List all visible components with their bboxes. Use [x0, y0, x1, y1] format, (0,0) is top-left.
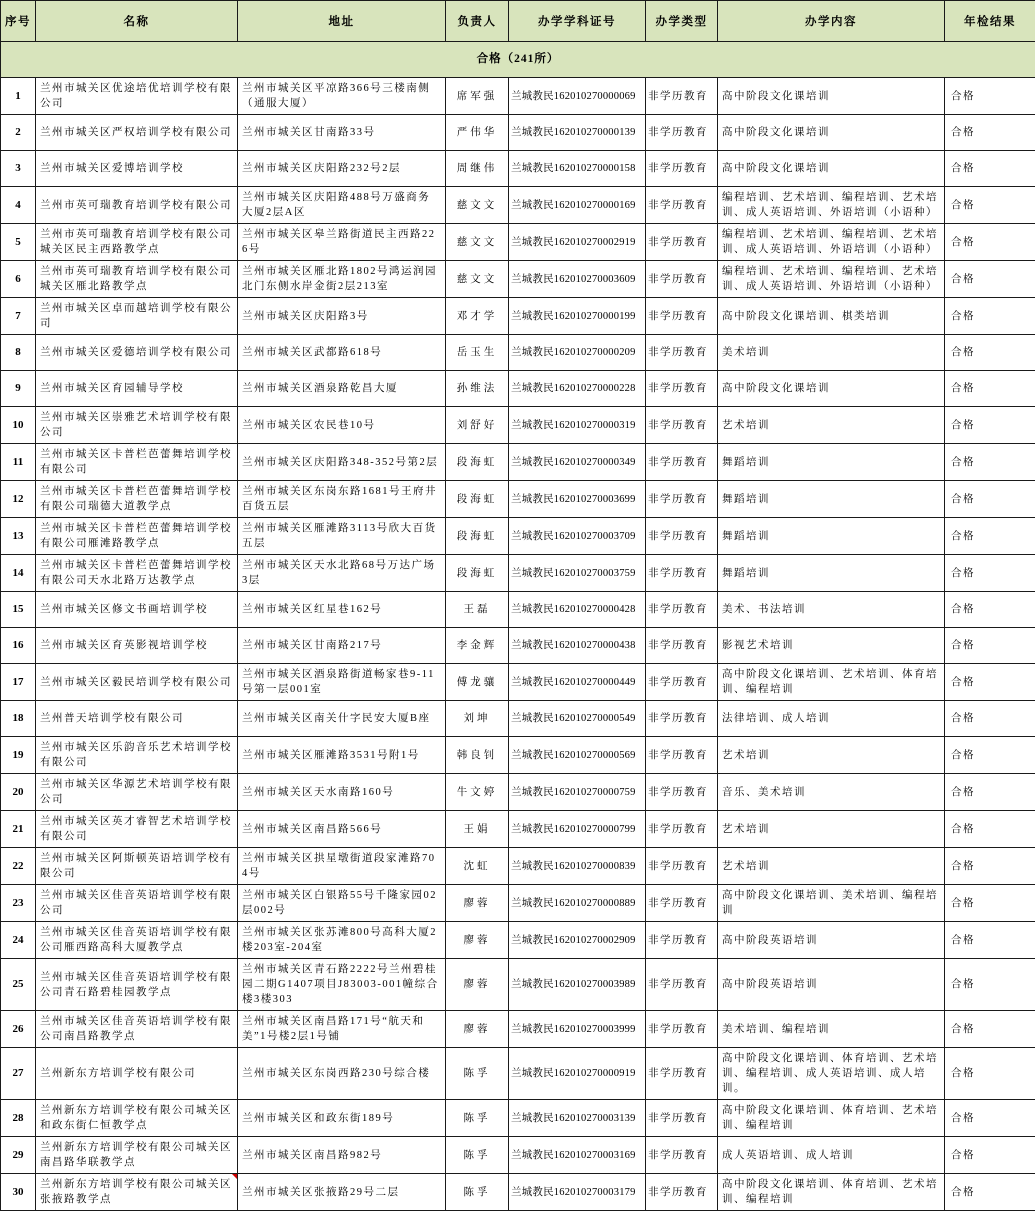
table-row [1, 1048, 1035, 1100]
cell-name[interactable]: 兰州市城关区毅民培训学校有限公司 [36, 664, 238, 701]
cell-address[interactable]: 兰州市城关区拱星墩街道段家滩路704号 [238, 848, 446, 885]
cell-no[interactable]: 11 [1, 444, 36, 481]
cell-result[interactable]: 合格 [945, 1011, 1035, 1048]
cell-name[interactable]: 兰州市城关区修文书画培训学校 [36, 592, 238, 628]
cell-person[interactable]: 陈孚 [446, 1174, 509, 1211]
cell-person[interactable]: 段海虹 [446, 481, 509, 518]
cell-name[interactable]: 兰州普天培训学校有限公司 [36, 701, 238, 737]
section-title: 合格（241所） [1, 42, 1035, 78]
cell-license[interactable]: 兰城教民162010270000569 [509, 737, 646, 774]
cell-name[interactable]: 兰州新东方培训学校有限公司 [36, 1048, 238, 1100]
cell-person[interactable]: 牛文婷 [446, 774, 509, 811]
cell-result[interactable]: 合格 [945, 407, 1035, 444]
cell-content[interactable]: 高中阶段文化课培训 [718, 151, 945, 187]
cell-no[interactable]: 22 [1, 848, 36, 885]
cell-type[interactable]: 非学历教育 [646, 115, 718, 151]
cell-result[interactable]: 合格 [945, 701, 1035, 737]
cell-person[interactable]: 王磊 [446, 592, 509, 628]
cell-license[interactable]: 兰城教民162010270000139 [509, 115, 646, 151]
cell-content[interactable]: 高中阶段英语培训 [718, 959, 945, 1011]
cell-person[interactable]: 慈文文 [446, 224, 509, 261]
cell-address[interactable]: 兰州市城关区东岗西路230号综合楼 [238, 1048, 446, 1100]
cell-name[interactable]: 兰州市城关区优途培优培训学校有限公司 [36, 78, 238, 115]
cell-no[interactable]: 17 [1, 664, 36, 701]
cell-type[interactable]: 非学历教育 [646, 444, 718, 481]
cell-content[interactable]: 高中阶段文化课培训、体育培训、艺术培训、编程培训 [718, 1100, 945, 1137]
cell-no[interactable]: 27 [1, 1048, 36, 1100]
cell-license[interactable]: 兰城教民162010270000919 [509, 1048, 646, 1100]
cell-license[interactable]: 兰城教民162010270003139 [509, 1100, 646, 1137]
cell-result[interactable]: 合格 [945, 959, 1035, 1011]
table-row [1, 481, 1035, 518]
cell-content[interactable]: 高中阶段文化课培训 [718, 115, 945, 151]
cell-result[interactable]: 合格 [945, 555, 1035, 592]
cell-address[interactable]: 兰州市城关区雁滩路3113号欣大百货五层 [238, 518, 446, 555]
cell-name[interactable]: 兰州市城关区卓而越培训学校有限公司 [36, 298, 238, 335]
cell-person[interactable]: 廖蓉 [446, 922, 509, 959]
cell-license[interactable]: 兰城教民162010270000759 [509, 774, 646, 811]
table-body [1, 42, 1035, 1211]
table-row [1, 407, 1035, 444]
cell-type[interactable]: 非学历教育 [646, 811, 718, 848]
cell-address[interactable]: 兰州市城关区南昌路566号 [238, 811, 446, 848]
cell-type[interactable]: 非学历教育 [646, 848, 718, 885]
col-header-address[interactable]: 地址 [238, 1, 446, 42]
cell-result[interactable]: 合格 [945, 885, 1035, 922]
cell-result[interactable]: 合格 [945, 848, 1035, 885]
cell-type[interactable]: 非学历教育 [646, 1011, 718, 1048]
table-row [1, 298, 1035, 335]
cell-type[interactable]: 非学历教育 [646, 371, 718, 407]
cell-person[interactable]: 段海虹 [446, 555, 509, 592]
cell-license[interactable]: 兰城教民162010270000319 [509, 407, 646, 444]
cell-person[interactable]: 陈孚 [446, 1048, 509, 1100]
cell-type[interactable]: 非学历教育 [646, 737, 718, 774]
cell-type[interactable]: 非学历教育 [646, 151, 718, 187]
cell-no[interactable]: 30 [1, 1174, 36, 1211]
cell-license[interactable]: 兰城教民162010270003999 [509, 1011, 646, 1048]
cell-name[interactable]: 兰州市城关区佳音英语培训学校有限公司青石路碧桂园教学点 [36, 959, 238, 1011]
cell-no[interactable]: 21 [1, 811, 36, 848]
cell-license[interactable]: 兰城教民162010270000839 [509, 848, 646, 885]
cell-content[interactable]: 美术培训 [718, 335, 945, 371]
cell-type[interactable]: 非学历教育 [646, 407, 718, 444]
cell-type[interactable]: 非学历教育 [646, 1100, 718, 1137]
cell-address[interactable]: 兰州市城关区南关什字民安大厦B座 [238, 701, 446, 737]
cell-name[interactable]: 兰州市城关区卡普栏芭蕾舞培训学校有限公司 [36, 444, 238, 481]
cell-address[interactable]: 兰州市城关区农民巷10号 [238, 407, 446, 444]
cell-type[interactable]: 非学历教育 [646, 481, 718, 518]
cell-no[interactable]: 15 [1, 592, 36, 628]
header-row [1, 1, 1035, 42]
cell-content[interactable]: 艺术培训 [718, 737, 945, 774]
cell-no[interactable]: 2 [1, 115, 36, 151]
cell-content[interactable]: 高中阶段文化课培训、棋类培训 [718, 298, 945, 335]
cell-type[interactable]: 非学历教育 [646, 1137, 718, 1174]
cell-name[interactable]: 兰州新东方培训学校有限公司城关区和政东街仁恒教学点 [36, 1100, 238, 1137]
section-row [1, 42, 1035, 78]
table-row [1, 555, 1035, 592]
cell-person[interactable]: 岳玉生 [446, 335, 509, 371]
cell-no[interactable]: 18 [1, 701, 36, 737]
cell-no[interactable]: 29 [1, 1137, 36, 1174]
cell-person[interactable]: 陈孚 [446, 1100, 509, 1137]
cell-type[interactable]: 非学历教育 [646, 518, 718, 555]
cell-content[interactable]: 影视艺术培训 [718, 628, 945, 664]
cell-address[interactable]: 兰州市城关区东岗东路1681号王府井百货五层 [238, 481, 446, 518]
cell-address[interactable]: 兰州市城关区甘南路33号 [238, 115, 446, 151]
cell-content[interactable]: 高中阶段文化课培训、美术培训、编程培训 [718, 885, 945, 922]
table-row [1, 1100, 1035, 1137]
cell-no[interactable]: 19 [1, 737, 36, 774]
comment-marker-icon [232, 1174, 237, 1179]
cell-address[interactable]: 兰州市城关区白银路55号千隆家园02层002号 [238, 885, 446, 922]
table-row [1, 628, 1035, 664]
cell-license[interactable]: 兰城教民162010270000889 [509, 885, 646, 922]
table-row [1, 335, 1035, 371]
cell-type[interactable]: 非学历教育 [646, 1048, 718, 1100]
cell-no[interactable]: 1 [1, 78, 36, 115]
cell-license[interactable]: 兰城教民162010270003609 [509, 261, 646, 298]
table-row [1, 371, 1035, 407]
cell-name[interactable]: 兰州市城关区育英影视培训学校 [36, 628, 238, 664]
cell-person[interactable]: 廖蓉 [446, 959, 509, 1011]
cell-result[interactable]: 合格 [945, 1048, 1035, 1100]
cell-address[interactable]: 兰州市城关区南昌路171号“航天和美”1号楼2层1号铺 [238, 1011, 446, 1048]
cell-no[interactable]: 24 [1, 922, 36, 959]
cell-name[interactable]: 兰州市英可瑞教育培训学校有限公司城关区雁北路教学点 [36, 261, 238, 298]
cell-no[interactable]: 12 [1, 481, 36, 518]
cell-person[interactable]: 刘舒好 [446, 407, 509, 444]
cell-content[interactable]: 成人英语培训、成人培训 [718, 1137, 945, 1174]
cell-address[interactable]: 兰州市城关区庆阳路232号2层 [238, 151, 446, 187]
col-header-license[interactable]: 办学学科证号 [509, 1, 646, 42]
cell-type[interactable]: 非学历教育 [646, 187, 718, 224]
cell-person[interactable]: 廖蓉 [446, 885, 509, 922]
cell-person[interactable]: 段海虹 [446, 518, 509, 555]
col-header-no[interactable]: 序号 [1, 1, 36, 42]
cell-address[interactable]: 兰州市城关区青石路2222号兰州碧桂园二期G1407项目J83003-001幢综合楼3楼303 [238, 959, 446, 1011]
cell-type[interactable]: 非学历教育 [646, 78, 718, 115]
cell-person[interactable]: 陈孚 [446, 1137, 509, 1174]
cell-type[interactable]: 非学历教育 [646, 774, 718, 811]
col-header-person[interactable]: 负责人 [446, 1, 509, 42]
cell-content[interactable]: 舞蹈培训 [718, 518, 945, 555]
table-row [1, 848, 1035, 885]
cell-type[interactable]: 非学历教育 [646, 298, 718, 335]
cell-no[interactable]: 5 [1, 224, 36, 261]
cell-name[interactable]: 兰州市城关区爱博培训学校 [36, 151, 238, 187]
col-header-content[interactable]: 办学内容 [718, 1, 945, 42]
cell-person[interactable]: 沈虹 [446, 848, 509, 885]
cell-type[interactable]: 非学历教育 [646, 592, 718, 628]
cell-type[interactable]: 非学历教育 [646, 628, 718, 664]
cell-no[interactable]: 16 [1, 628, 36, 664]
cell-result[interactable]: 合格 [945, 224, 1035, 261]
table-row [1, 1174, 1035, 1211]
cell-license[interactable]: 兰城教民162010270000428 [509, 592, 646, 628]
table-row [1, 592, 1035, 628]
cell-content[interactable]: 舞蹈培训 [718, 555, 945, 592]
cell-result[interactable]: 合格 [945, 1137, 1035, 1174]
cell-no[interactable]: 13 [1, 518, 36, 555]
col-header-type[interactable]: 办学类型 [646, 1, 718, 42]
cell-address[interactable]: 兰州市城关区甘南路217号 [238, 628, 446, 664]
table-row [1, 922, 1035, 959]
cell-content[interactable]: 艺术培训 [718, 407, 945, 444]
cell-address[interactable]: 兰州市城关区天水南路160号 [238, 774, 446, 811]
cell-address[interactable]: 兰州市城关区酒泉路街道畅家巷9-11号第一层001室 [238, 664, 446, 701]
table-row [1, 774, 1035, 811]
table-row [1, 518, 1035, 555]
cell-name[interactable]: 兰州市城关区卡普栏芭蕾舞培训学校有限公司瑞德大道教学点 [36, 481, 238, 518]
cell-address[interactable]: 兰州市城关区庆阳路3号 [238, 298, 446, 335]
cell-content[interactable]: 舞蹈培训 [718, 444, 945, 481]
cell-result[interactable]: 合格 [945, 481, 1035, 518]
cell-address[interactable]: 兰州市城关区武都路618号 [238, 335, 446, 371]
cell-name[interactable]: 兰州市城关区佳音英语培训学校有限公司南昌路教学点 [36, 1011, 238, 1048]
cell-name[interactable]: 兰州市城关区阿斯顿英语培训学校有限公司 [36, 848, 238, 885]
cell-person[interactable]: 李金辉 [446, 628, 509, 664]
cell-name[interactable]: 兰州市城关区英才睿智艺术培训学校有限公司 [36, 811, 238, 848]
cell-type[interactable]: 非学历教育 [646, 224, 718, 261]
cell-name[interactable]: 兰州市城关区华源艺术培训学校有限公司 [36, 774, 238, 811]
table-row [1, 78, 1035, 115]
cell-content[interactable]: 艺术培训 [718, 848, 945, 885]
cell-license[interactable]: 兰城教民162010270000069 [509, 78, 646, 115]
cell-name[interactable]: 兰州市城关区严权培训学校有限公司 [36, 115, 238, 151]
cell-content[interactable]: 美术培训、编程培训 [718, 1011, 945, 1048]
cell-content[interactable]: 美术、书法培训 [718, 592, 945, 628]
cell-address[interactable]: 兰州市城关区雁北路1802号鸿运润园北门东侧水岸金街2层213室 [238, 261, 446, 298]
table-row [1, 885, 1035, 922]
cell-person[interactable]: 傅龙骧 [446, 664, 509, 701]
cell-result[interactable]: 合格 [945, 664, 1035, 701]
cell-person[interactable]: 刘坤 [446, 701, 509, 737]
cell-content[interactable]: 编程培训、艺术培训、编程培训、艺术培训、成人英语培训、外语培训（小语种） [718, 261, 945, 298]
table-row [1, 664, 1035, 701]
cell-no[interactable]: 4 [1, 187, 36, 224]
table-row [1, 261, 1035, 298]
cell-name[interactable]: 兰州市城关区佳音英语培训学校有限公司 [36, 885, 238, 922]
cell-no[interactable]: 10 [1, 407, 36, 444]
cell-person[interactable]: 廖蓉 [446, 1011, 509, 1048]
cell-license[interactable]: 兰城教民162010270002919 [509, 224, 646, 261]
cell-address[interactable]: 兰州市城关区天水北路68号万达广场3层 [238, 555, 446, 592]
cell-content[interactable]: 音乐、美术培训 [718, 774, 945, 811]
cell-person[interactable]: 严伟华 [446, 115, 509, 151]
cell-content[interactable]: 高中阶段文化课培训 [718, 78, 945, 115]
cell-address[interactable]: 兰州市城关区和政东街189号 [238, 1100, 446, 1137]
cell-content[interactable]: 高中阶段文化课培训、体育培训、艺术培训、编程培训 [718, 1174, 945, 1211]
cell-license[interactable]: 兰城教民162010270002909 [509, 922, 646, 959]
cell-result[interactable]: 合格 [945, 298, 1035, 335]
table-row [1, 1011, 1035, 1048]
cell-no[interactable]: 6 [1, 261, 36, 298]
cell-result[interactable]: 合格 [945, 1100, 1035, 1137]
col-header-result[interactable]: 年检结果 [945, 1, 1035, 42]
cell-person[interactable]: 邓才学 [446, 298, 509, 335]
cell-type[interactable]: 非学历教育 [646, 885, 718, 922]
cell-license[interactable]: 兰城教民162010270000799 [509, 811, 646, 848]
cell-no[interactable]: 23 [1, 885, 36, 922]
cell-license[interactable]: 兰城教民162010270003179 [509, 1174, 646, 1211]
cell-no[interactable]: 26 [1, 1011, 36, 1048]
cell-type[interactable]: 非学历教育 [646, 701, 718, 737]
cell-result[interactable]: 合格 [945, 592, 1035, 628]
cell-result[interactable]: 合格 [945, 261, 1035, 298]
cell-no[interactable]: 25 [1, 959, 36, 1011]
cell-no[interactable]: 7 [1, 298, 36, 335]
cell-person[interactable]: 慈文文 [446, 187, 509, 224]
cell-name[interactable]: 兰州新东方培训学校有限公司城关区南昌路华联教学点 [36, 1137, 238, 1174]
table-row [1, 701, 1035, 737]
cell-name[interactable]: 兰州新东方培训学校有限公司城关区张掖路教学点 [36, 1174, 238, 1211]
cell-name[interactable]: 兰州市城关区崇雅艺术培训学校有限公司 [36, 407, 238, 444]
cell-type[interactable]: 非学历教育 [646, 1174, 718, 1211]
cell-person[interactable]: 慈文文 [446, 261, 509, 298]
cell-result[interactable]: 合格 [945, 371, 1035, 407]
cell-content[interactable]: 高中阶段文化课培训、体育培训、艺术培训、编程培训、成人英语培训、成人培训。 [718, 1048, 945, 1100]
cell-name[interactable]: 兰州市英可瑞教育培训学校有限公司 [36, 187, 238, 224]
cell-no[interactable]: 14 [1, 555, 36, 592]
cell-license[interactable]: 兰城教民162010270000199 [509, 298, 646, 335]
table-row [1, 444, 1035, 481]
cell-person[interactable]: 段海虹 [446, 444, 509, 481]
cell-content[interactable]: 艺术培训 [718, 811, 945, 848]
table-row [1, 115, 1035, 151]
cell-content[interactable]: 高中阶段文化课培训 [718, 371, 945, 407]
cell-address[interactable]: 兰州市城关区张苏滩800号高科大厦2楼203室-204室 [238, 922, 446, 959]
cell-content[interactable]: 高中阶段文化课培训、艺术培训、体育培训、编程培训 [718, 664, 945, 701]
cell-name[interactable]: 兰州市城关区爱德培训学校有限公司 [36, 335, 238, 371]
cell-type[interactable]: 非学历教育 [646, 261, 718, 298]
cell-result[interactable]: 合格 [945, 628, 1035, 664]
cell-address[interactable]: 兰州市城关区庆阳路348-352号第2层 [238, 444, 446, 481]
cell-address[interactable]: 兰州市城关区酒泉路乾昌大厦 [238, 371, 446, 407]
cell-address[interactable]: 兰州市城关区红星巷162号 [238, 592, 446, 628]
cell-content[interactable]: 高中阶段英语培训 [718, 922, 945, 959]
cell-type[interactable]: 非学历教育 [646, 555, 718, 592]
cell-address[interactable]: 兰州市城关区雁滩路3531号附1号 [238, 737, 446, 774]
table-row [1, 224, 1035, 261]
cell-person[interactable]: 韩良钊 [446, 737, 509, 774]
cell-content[interactable]: 编程培训、艺术培训、编程培训、艺术培训、成人英语培训、外语培训（小语种） [718, 187, 945, 224]
cell-license[interactable]: 兰城教民162010270000209 [509, 335, 646, 371]
cell-person[interactable]: 席军强 [446, 78, 509, 115]
table-row [1, 811, 1035, 848]
cell-license[interactable]: 兰城教民162010270003759 [509, 555, 646, 592]
cell-name[interactable]: 兰州市英可瑞教育培训学校有限公司城关区民主西路教学点 [36, 224, 238, 261]
cell-name[interactable]: 兰州市城关区卡普栏芭蕾舞培训学校有限公司天水北路万达教学点 [36, 555, 238, 592]
cell-result[interactable]: 合格 [945, 518, 1035, 555]
cell-license[interactable]: 兰城教民162010270000169 [509, 187, 646, 224]
cell-result[interactable]: 合格 [945, 737, 1035, 774]
cell-type[interactable]: 非学历教育 [646, 335, 718, 371]
cell-license[interactable]: 兰城教民162010270000349 [509, 444, 646, 481]
cell-result[interactable]: 合格 [945, 115, 1035, 151]
cell-result[interactable]: 合格 [945, 1174, 1035, 1211]
cell-license[interactable]: 兰城教民162010270000449 [509, 664, 646, 701]
cell-no[interactable]: 9 [1, 371, 36, 407]
cell-result[interactable]: 合格 [945, 922, 1035, 959]
cell-result[interactable]: 合格 [945, 151, 1035, 187]
cell-address[interactable]: 兰州市城关区皋兰路街道民主西路226号 [238, 224, 446, 261]
cell-no[interactable]: 28 [1, 1100, 36, 1137]
cell-no[interactable]: 3 [1, 151, 36, 187]
table-row [1, 187, 1035, 224]
cell-license[interactable]: 兰城教民162010270003709 [509, 518, 646, 555]
cell-license[interactable]: 兰城教民162010270000228 [509, 371, 646, 407]
cell-person[interactable]: 孙维法 [446, 371, 509, 407]
cell-license[interactable]: 兰城教民162010270003989 [509, 959, 646, 1011]
cell-content[interactable]: 舞蹈培训 [718, 481, 945, 518]
cell-address[interactable]: 兰州市城关区张掖路29号二层 [238, 1174, 446, 1211]
cell-result[interactable]: 合格 [945, 444, 1035, 481]
cell-name[interactable]: 兰州市城关区乐韵音乐艺术培训学校有限公司 [36, 737, 238, 774]
cell-address[interactable]: 兰州市城关区庆阳路488号万盛商务大厦2层A区 [238, 187, 446, 224]
cell-no[interactable]: 20 [1, 774, 36, 811]
cell-result[interactable]: 合格 [945, 811, 1035, 848]
table-row [1, 1137, 1035, 1174]
table-row [1, 151, 1035, 187]
cell-result[interactable]: 合格 [945, 78, 1035, 115]
table-row [1, 959, 1035, 1011]
cell-license[interactable]: 兰城教民162010270003169 [509, 1137, 646, 1174]
cell-type[interactable]: 非学历教育 [646, 922, 718, 959]
cell-license[interactable]: 兰城教民162010270003699 [509, 481, 646, 518]
cell-license[interactable]: 兰城教民162010270000438 [509, 628, 646, 664]
cell-name[interactable]: 兰州市城关区卡普栏芭蕾舞培训学校有限公司雁滩路教学点 [36, 518, 238, 555]
cell-person[interactable]: 王娟 [446, 811, 509, 848]
cell-no[interactable]: 8 [1, 335, 36, 371]
table-row [1, 737, 1035, 774]
cell-license[interactable]: 兰城教民162010270000158 [509, 151, 646, 187]
cell-content[interactable]: 编程培训、艺术培训、编程培训、艺术培训、成人英语培训、外语培训（小语种） [718, 224, 945, 261]
cell-name[interactable]: 兰州市城关区佳音英语培训学校有限公司雁西路高科大厦教学点 [36, 922, 238, 959]
cell-name[interactable]: 兰州市城关区育园辅导学校 [36, 371, 238, 407]
cell-license[interactable]: 兰城教民162010270000549 [509, 701, 646, 737]
cell-address[interactable]: 兰州市城关区平凉路366号三楼南侧（通服大厦） [238, 78, 446, 115]
cell-result[interactable]: 合格 [945, 335, 1035, 371]
cell-address[interactable]: 兰州市城关区南昌路982号 [238, 1137, 446, 1174]
cell-result[interactable]: 合格 [945, 774, 1035, 811]
cell-person[interactable]: 周继伟 [446, 151, 509, 187]
cell-result[interactable]: 合格 [945, 187, 1035, 224]
cell-content[interactable]: 法律培训、成人培训 [718, 701, 945, 737]
cell-type[interactable]: 非学历教育 [646, 664, 718, 701]
col-header-name[interactable]: 名称 [36, 1, 238, 42]
cell-type[interactable]: 非学历教育 [646, 959, 718, 1011]
